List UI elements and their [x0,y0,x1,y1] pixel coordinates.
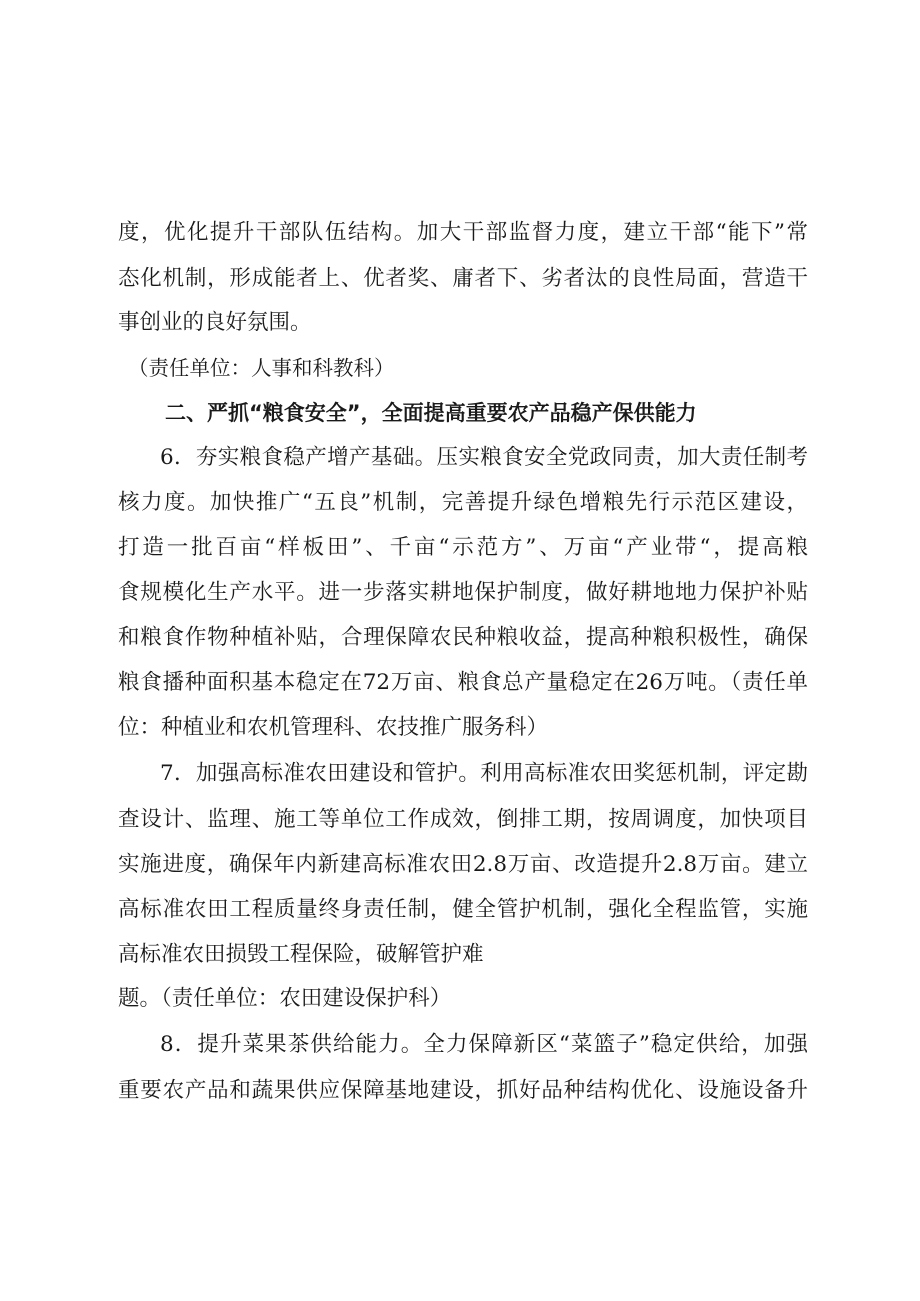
item6-line: 食规模化生产水平。进一步落实耕地保护制度，做好耕地地力保护补贴 [118,580,808,605]
item8-line: 重要农产品和蔬果供应保障基地建设，抓好品种结构优化、设施设备升 [118,1078,808,1103]
item7-line: 查设计、监理、施工等单位工作成效，倒排工期，按周调度，加快项目 [118,807,808,832]
item6-line: 打造一批百亩“样板田”、千亩“示范方”、万亩“产业带“，提高粮 [118,535,808,560]
paragraph-line: 态化机制，形成能者上、优者奖、庸者下、劣者汰的良性局面，营造干 [118,266,808,291]
item7-line: 高标准农田工程质量终身责任制，健全管护机制，强化全程监管，实施 [118,897,808,922]
item7-line: 题。（责任单位：农田建设保护科） [118,986,452,1011]
item6-line: 和粮食作物种植补贴，合理保障农民种粮收益，提高种粮积极性，确保 [118,625,808,650]
item6-line: 6．夯实粮食稳产增产基础。压实粮食安全党政同责，加大责任制考 [160,445,808,470]
item7-line: 高标准农田损毁工程保险，破解管护难 [118,942,484,967]
item8-line: 8．提升菜果茶供给能力。全力保障新区“菜篮子”稳定供给，加强 [160,1032,808,1057]
item7-line: 7．加强高标准农田建设和管护。利用高标准农田奖惩机制，评定勘 [160,761,808,786]
paragraph-line: 事创业的良好氛围。 [118,310,312,335]
section-heading: 二、严抓“粮食安全”，全面提高重要农产品稳产保供能力 [165,401,697,425]
item6-line: 核力度。加快推广“五良”机制，完善提升绿色增粮先行示范区建设， [118,490,808,515]
paragraph-line: 度，优化提升干部队伍结构。加大干部监督力度，建立干部“能下”常 [118,220,808,245]
item6-line: 粮食播种面积基本稳定在72万亩、粮食总产量稳定在26万吨。（责任单 [118,670,808,695]
responsibility-note: （责任单位：人事和科教科） [128,356,395,380]
item7-line: 实施进度，确保年内新建高标准农田2.8万亩、改造提升2.8万亩。建立 [118,852,808,877]
item6-line: 位：种植业和农机管理科、农技推广服务科） [118,715,549,740]
